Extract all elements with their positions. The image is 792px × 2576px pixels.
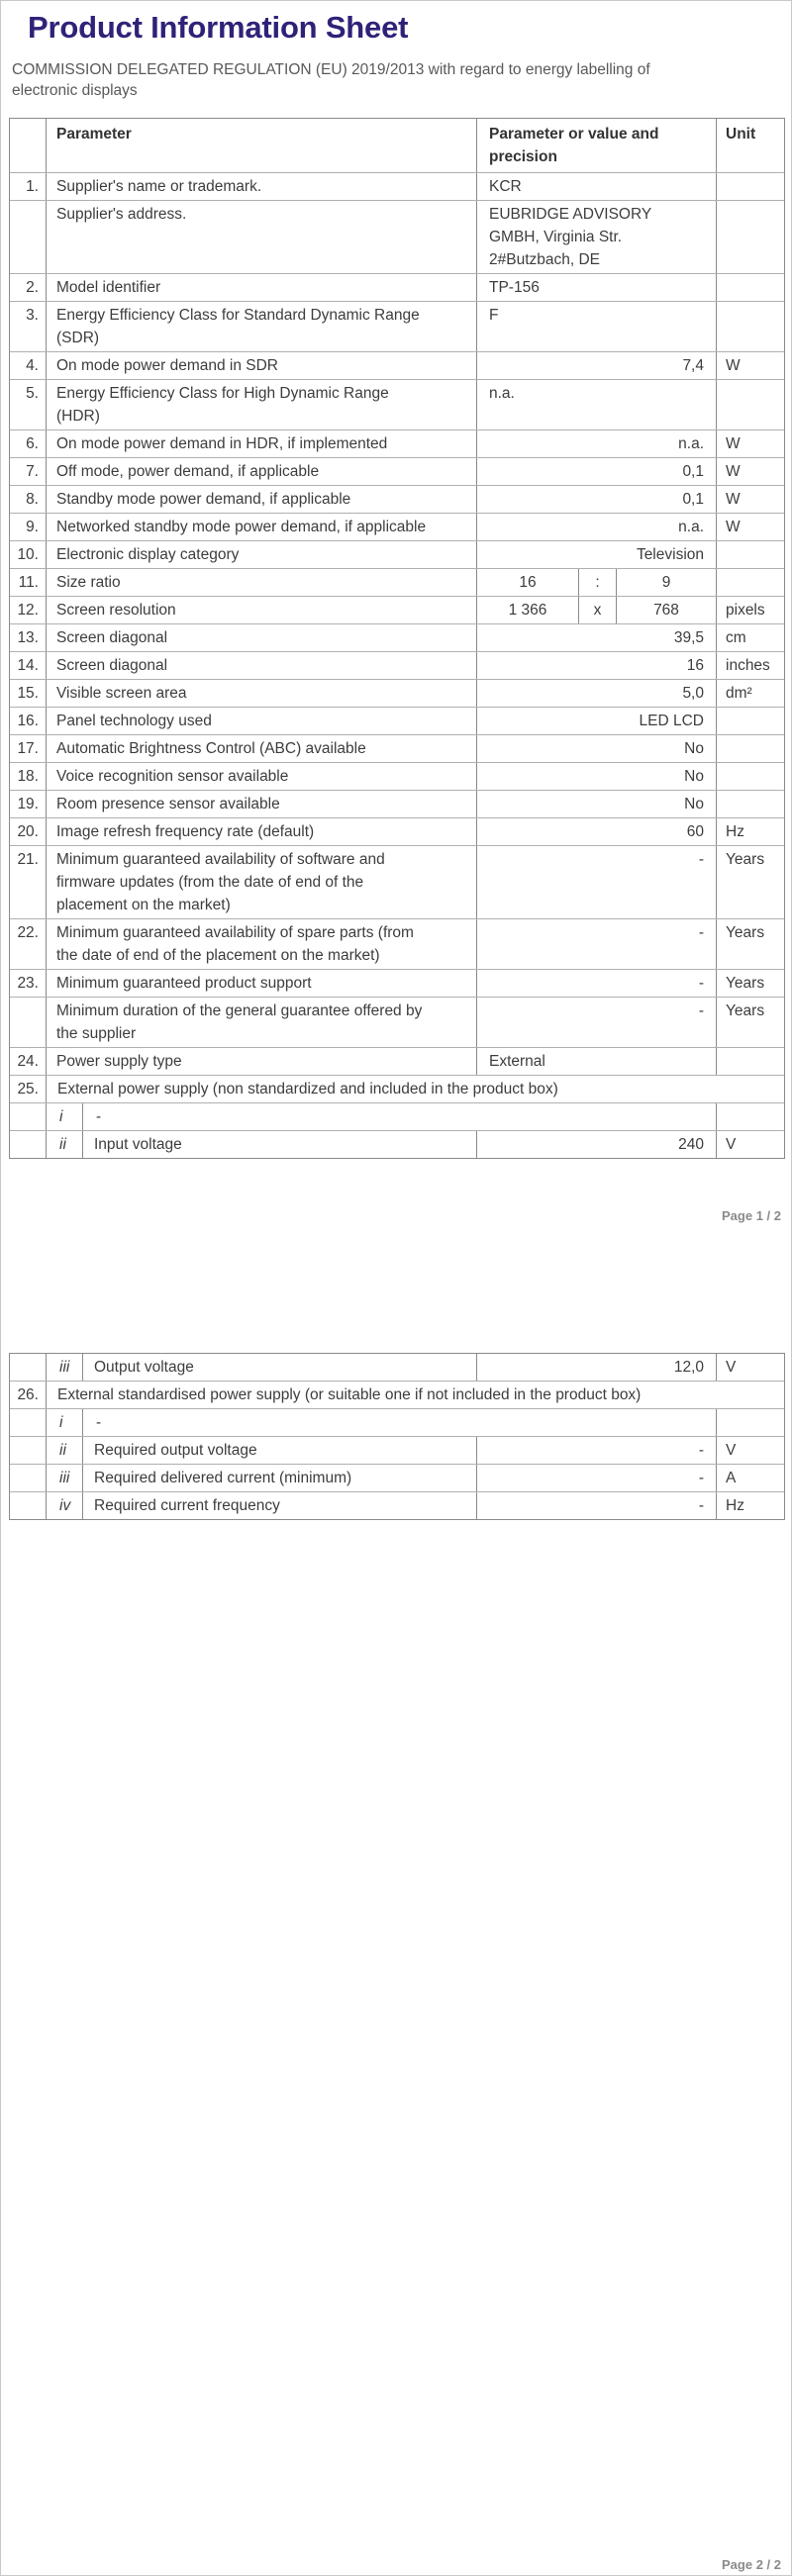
param-label: Model identifier [47,274,477,301]
row-number [10,1131,47,1158]
row-number: 4. [10,352,47,379]
param-unit [717,1048,784,1075]
roman-numeral: ii [47,1131,83,1158]
param-value: - [83,1409,717,1436]
param-value: - [477,1437,717,1464]
table-row [10,457,784,485]
param-unit: W [726,519,741,535]
param-label: Minimum guaranteed availability of spare parts (from the date of end of the placement on the market) [47,919,477,969]
row-number: 21. [10,846,47,918]
param-label: Off mode, power demand, if applicable [47,458,477,485]
param-unit: Years [726,924,765,941]
param-value: No [477,763,717,790]
param-value: No [477,791,717,817]
param-value: 7,4 [477,352,717,379]
table-row [10,762,784,790]
param-unit [717,735,784,762]
param-label: Size ratio [47,569,477,596]
row-number: 8. [10,486,47,513]
row-number [10,1354,47,1381]
product-info-table-page1 [9,118,785,1159]
ratio-value-2: 768 [617,597,717,623]
table-row [10,1102,784,1130]
table-row [10,1408,784,1436]
row-number: 5. [10,380,47,429]
row-number [10,201,47,273]
param-unit [717,791,784,817]
ratio-value-1: 16 [477,569,579,596]
row-number: 12. [10,597,47,623]
section-label: External power supply (non standardized and included in the product box) [57,1081,558,1097]
table-row [10,1436,784,1464]
table-row [10,429,784,457]
param-value: 60 [477,818,717,845]
param-label: Automatic Brightness Control (ABC) available [47,735,477,762]
param-value: - [477,1492,717,1519]
table-row [10,1047,784,1075]
param-unit: V [726,1442,737,1459]
row-number: 1. [10,173,47,200]
table-row [10,679,784,707]
table-row [10,200,784,273]
row-number: 15. [10,680,47,707]
param-label: Voice recognition sensor available [47,763,477,790]
param-value: - [83,1103,717,1130]
row-number [10,998,47,1047]
page-title: Product Information Sheet [28,10,409,45]
param-unit: Hz [726,1497,744,1514]
param-value: - [477,1465,717,1491]
param-value: TP-156 [477,274,717,301]
ratio-separator: : [579,569,617,596]
param-value: - [477,970,717,997]
table-row [10,513,784,540]
param-value: EUBRIDGE ADVISORY GMBH, Virginia Str. 2#Butzbach, DE [477,201,717,273]
table-row [10,734,784,762]
table-row [10,1354,784,1381]
roman-numeral: i [47,1103,83,1130]
param-label: Required current frequency [83,1492,477,1519]
param-label: Image refresh frequency rate (default) [47,818,477,845]
row-number [10,1409,47,1436]
param-value: n.a. [477,514,717,540]
param-label: Supplier's name or trademark. [47,173,477,200]
param-unit [717,380,784,429]
ratio-value-2: 9 [617,569,717,596]
param-label: Electronic display category [47,541,477,568]
param-label: Required output voltage [83,1437,477,1464]
section-label: External standardised power supply (or suitable one if not included in the product box) [57,1386,642,1403]
table-row [10,1381,784,1408]
param-unit: A [726,1470,737,1486]
row-number: 22. [10,919,47,969]
row-number: 23. [10,970,47,997]
param-unit [717,763,784,790]
header-value: Parameter or value and precision [477,119,717,172]
param-value: 5,0 [477,680,717,707]
table-row [10,817,784,845]
param-value: LED LCD [477,708,717,734]
row-number [10,1103,47,1130]
param-value: 12,0 [477,1354,717,1381]
param-label: Supplier's address. [47,201,477,273]
header-parameter: Parameter [47,119,477,172]
param-value: 39,5 [477,624,717,651]
param-value: Television [477,541,717,568]
table-row [10,1075,784,1102]
header-unit: Unit [726,126,756,143]
param-value: KCR [477,173,717,200]
row-number: 19. [10,791,47,817]
table-row [10,1130,784,1158]
table-row [10,1464,784,1491]
table-row [10,845,784,918]
param-label: Screen resolution [47,597,477,623]
param-label: On mode power demand in HDR, if implemented [47,430,477,457]
param-label: Standby mode power demand, if applicable [47,486,477,513]
row-number [10,1465,47,1491]
table-row [10,379,784,429]
table-row [10,623,784,651]
row-number: 10. [10,541,47,568]
row-number: 9. [10,514,47,540]
param-label: Panel technology used [47,708,477,734]
roman-numeral: i [47,1409,83,1436]
param-value: - [477,998,717,1047]
table-row [10,918,784,969]
table-row [10,596,784,623]
row-number: 3. [10,302,47,351]
param-label: Visible screen area [47,680,477,707]
row-number: 14. [10,652,47,679]
page2-footer: Page 2 / 2 [722,2557,781,2572]
roman-numeral: iii [47,1354,83,1381]
table-row [10,651,784,679]
table-row [10,273,784,301]
param-unit: inches [726,657,770,674]
row-number: 26. [10,1382,47,1408]
row-number: 18. [10,763,47,790]
param-label: Power supply type [47,1048,477,1075]
page1-footer: Page 1 / 2 [722,1208,781,1223]
param-label: Energy Efficiency Class for Standard Dynamic Range (SDR) [47,302,477,351]
row-number: 24. [10,1048,47,1075]
param-value: 0,1 [477,486,717,513]
param-value: No [477,735,717,762]
param-label: Room presence sensor available [47,791,477,817]
table-row [10,540,784,568]
param-value: - [477,846,717,918]
param-label: Screen diagonal [47,652,477,679]
param-value: n.a. [477,430,717,457]
table-row [10,568,784,596]
param-unit: Years [726,851,765,868]
param-unit: pixels [726,602,765,619]
row-number: 16. [10,708,47,734]
row-number: 6. [10,430,47,457]
param-unit: W [726,491,741,508]
table-row [10,1491,784,1519]
row-number [10,1492,47,1519]
table-row [10,485,784,513]
param-unit [717,569,784,596]
param-label: Output voltage [83,1354,477,1381]
param-label: Minimum guaranteed product support [47,970,477,997]
param-unit [717,302,784,351]
param-label: Energy Efficiency Class for High Dynamic Range (HDR) [47,380,477,429]
table-row [10,172,784,200]
param-unit [717,173,784,200]
row-number: 20. [10,818,47,845]
param-value: F [477,302,717,351]
regulation-subtitle: COMMISSION DELEGATED REGULATION (EU) 2019/2013 with regard to energy labelling of electronic displays [12,61,650,99]
row-number: 11. [10,569,47,596]
param-value: 0,1 [477,458,717,485]
table-row [10,707,784,734]
param-unit [717,201,784,273]
param-unit: W [726,463,741,480]
param-value: n.a. [477,380,717,429]
row-number: 25. [10,1076,47,1102]
table-row [10,351,784,379]
param-unit: cm [726,629,746,646]
param-label: Required delivered current (minimum) [83,1465,477,1491]
ratio-value-1: 1 366 [477,597,579,623]
ratio-separator: x [579,597,617,623]
param-unit [717,541,784,568]
table-row [10,997,784,1047]
param-label: Minimum duration of the general guarantee offered by the supplier [47,998,477,1047]
roman-numeral: iii [47,1465,83,1491]
roman-numeral: iv [47,1492,83,1519]
row-number: 17. [10,735,47,762]
param-unit: V [726,1136,737,1153]
param-unit [717,1409,784,1436]
param-unit: Years [726,1002,765,1019]
param-unit [717,1103,784,1130]
param-unit: dm² [726,685,752,702]
param-unit: W [726,435,741,452]
table-row [10,301,784,351]
table-header-row [10,119,784,172]
table-row [10,969,784,997]
param-value: 240 [477,1131,717,1158]
param-label: Screen diagonal [47,624,477,651]
product-info-table-page2 [9,1353,785,1520]
row-number [10,1437,47,1464]
param-value: - [477,919,717,969]
param-unit: Years [726,975,765,992]
param-label: On mode power demand in SDR [47,352,477,379]
param-label: Networked standby mode power demand, if applicable [47,514,477,540]
param-label: Minimum guaranteed availability of software and firmware updates (from the date of end of the placement on the market) [47,846,477,918]
row-number: 2. [10,274,47,301]
row-number: 13. [10,624,47,651]
header-number-cell [10,119,47,172]
param-unit: V [726,1359,737,1376]
roman-numeral: ii [47,1437,83,1464]
param-unit: W [726,357,741,374]
param-unit: Hz [726,823,744,840]
table-row [10,790,784,817]
param-unit [717,708,784,734]
param-value: External [477,1048,717,1075]
param-value: 16 [477,652,717,679]
param-unit [717,274,784,301]
param-label: Input voltage [83,1131,477,1158]
row-number: 7. [10,458,47,485]
